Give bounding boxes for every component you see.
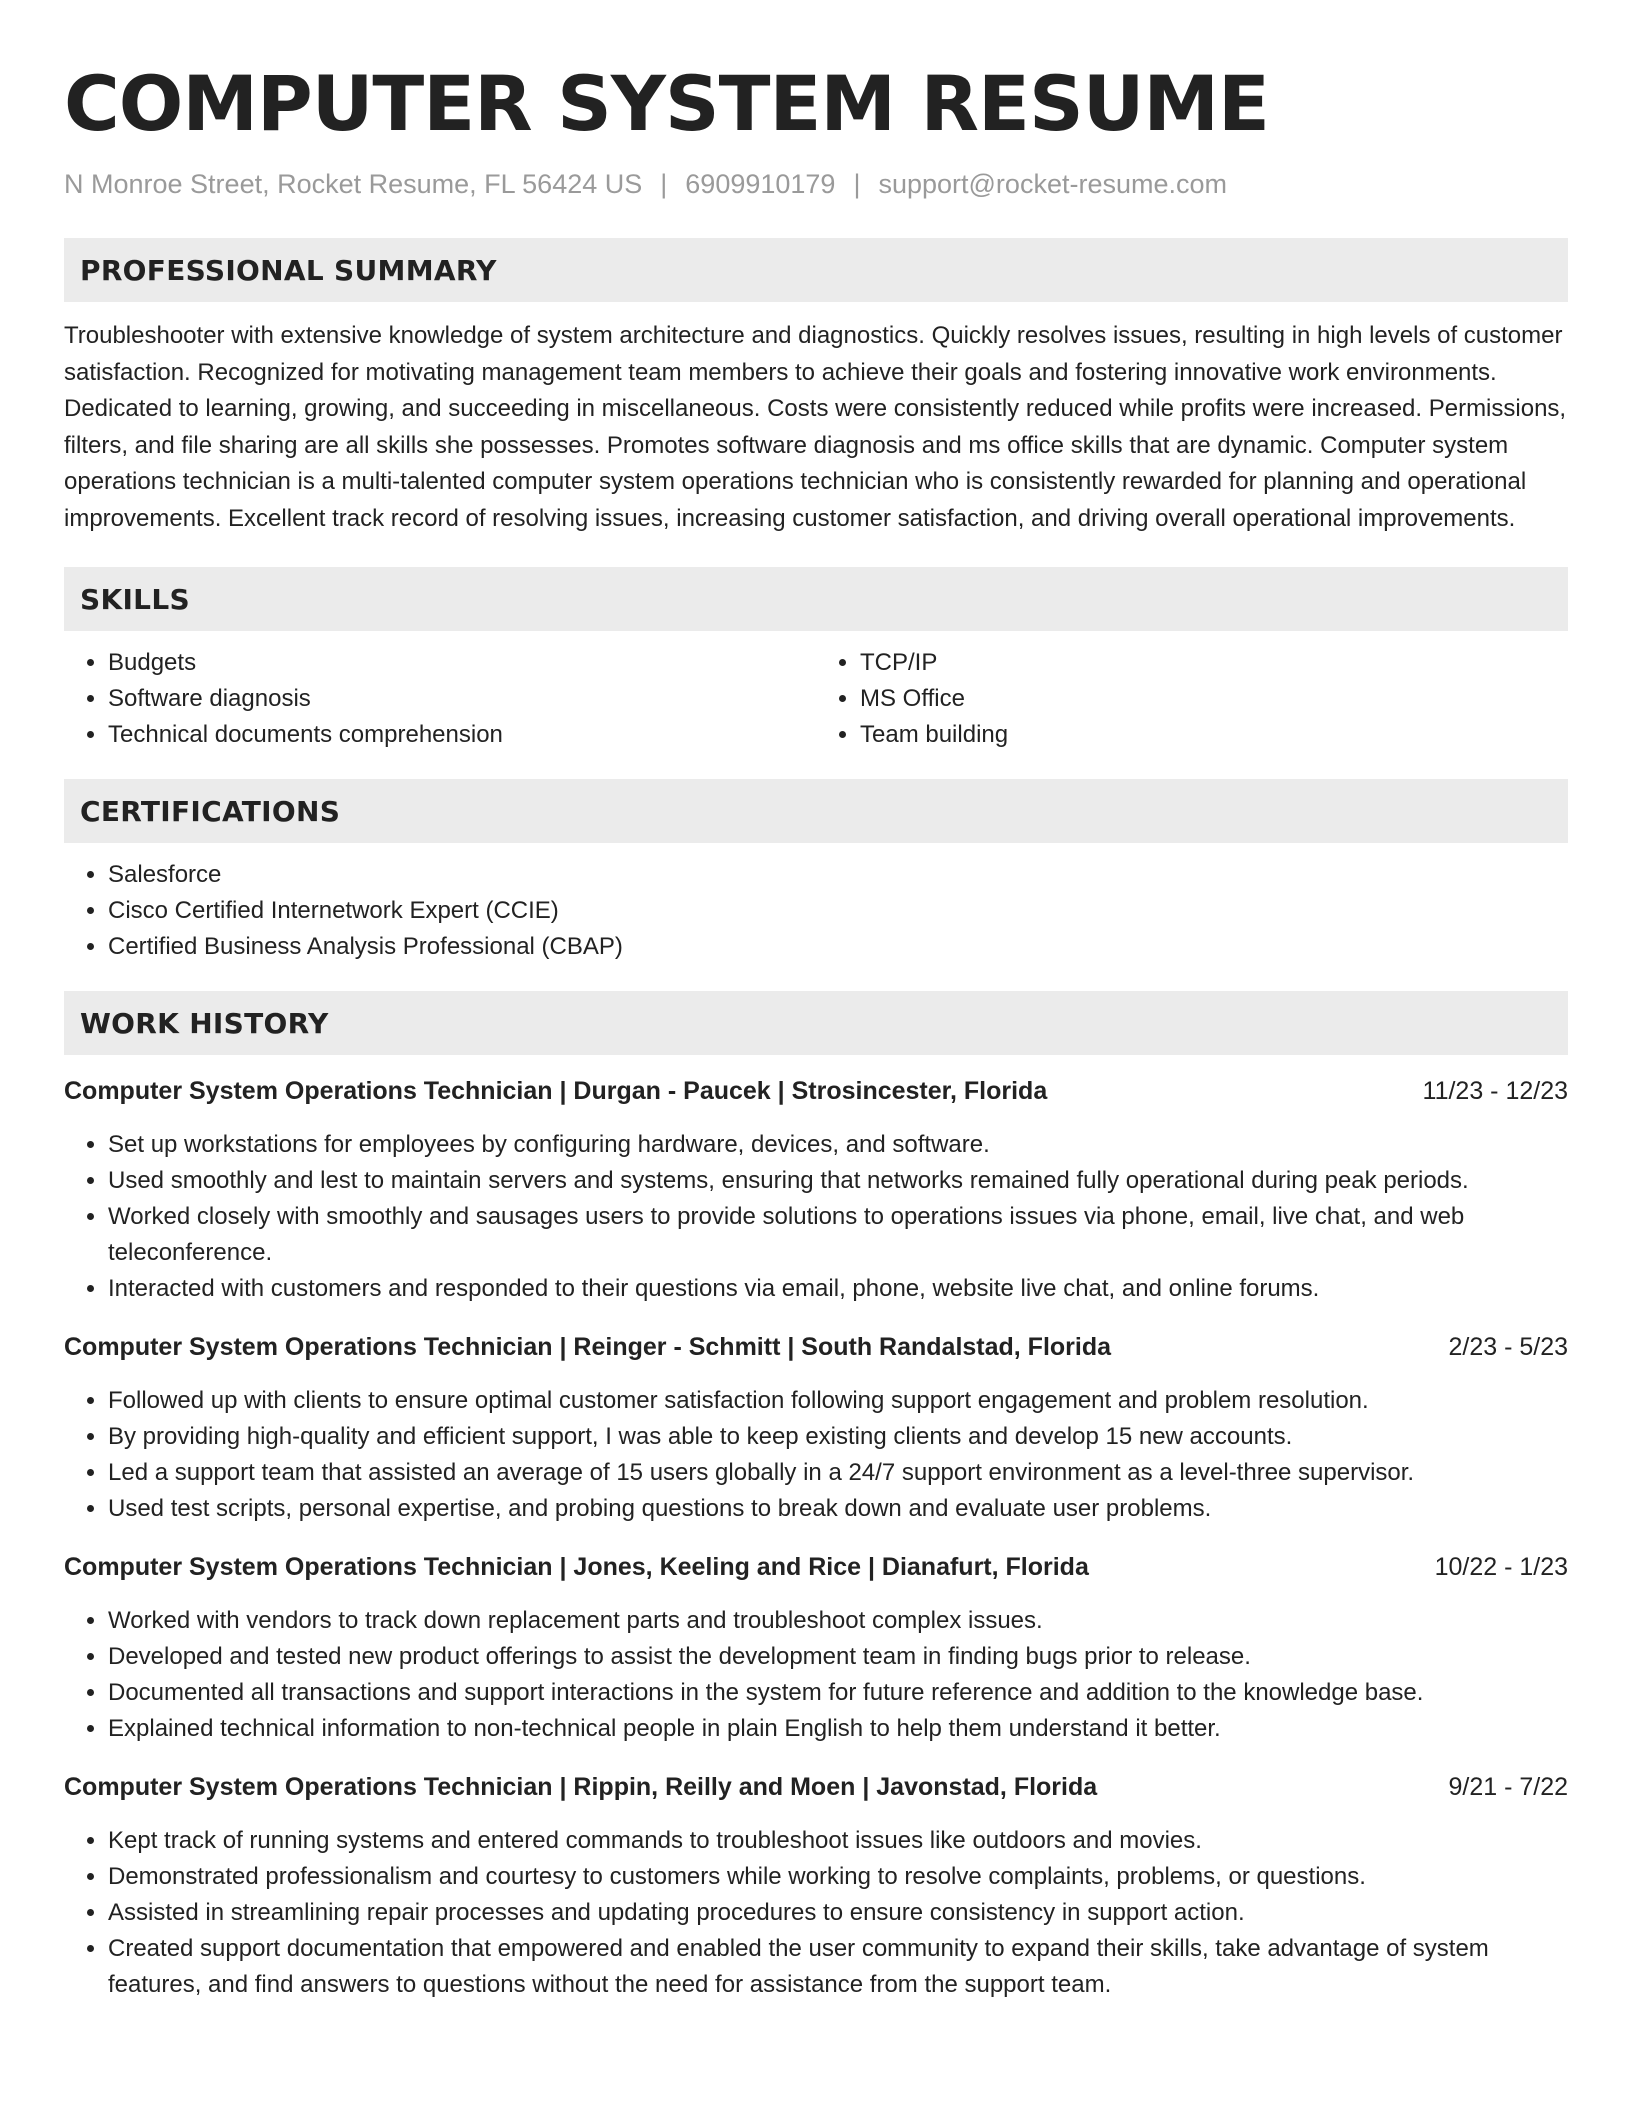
skills-list-left — [64, 645, 816, 753]
job-bullets — [64, 1603, 1568, 1747]
certifications-list — [64, 857, 1568, 965]
job-dates: 2/23 - 5/23 — [1448, 1333, 1568, 1361]
skills-column-left — [64, 645, 816, 753]
contact-address: N Monroe Street, Rocket Resume, FL 56424 US — [64, 169, 643, 199]
job-entry — [64, 1073, 1568, 1307]
job-dates: 9/21 - 7/22 — [1448, 1773, 1568, 1801]
job-entry — [64, 1769, 1568, 2003]
resume-title: COMPUTER SYSTEM RESUME — [64, 59, 1269, 148]
list-item: • Kept track of running systems and entered commands to troubleshoot issues like outdoors and movies. — [108, 1823, 1568, 1859]
list-item: • Software diagnosis — [108, 681, 816, 717]
job-title: Computer System Operations Technician | Rippin, Reilly and Moen | Javonstad, Florida — [64, 1773, 1098, 1801]
list-item: • Cisco Certified Internetwork Expert (CCIE) — [108, 893, 1568, 929]
list-item: • Budgets — [108, 645, 816, 681]
summary-text: Troubleshooter with extensive knowledge of system architecture and diagnostics. Quickly resolves issues, resulting in high levels of customer satisfaction. Recognized for motivating management team members to achieve their goals and fostering innovative work environments. Dedicated to learning, growing, and succeeding in miscellaneous. Costs were consistently reduced while profits were increased. Permissions, filters, and file sharing are all skills she possesses. Promotes software diagnosis and ms office skills that are dynamic. Computer system operations technician is a multi-talented computer system operations technician who is consistently rewarded for planning and operational improvements. Excellent track record of resolving issues, increasing customer satisfaction, and driving overall operational improvements. — [64, 322, 1567, 532]
job-title: Computer System Operations Technician | Reinger - Schmitt | South Randalstad, Florida — [64, 1333, 1112, 1361]
job-header — [64, 1769, 1568, 1805]
section-header-summary: PROFESSIONAL SUMMARY — [64, 238, 1568, 302]
job-header — [64, 1073, 1568, 1109]
list-item: • Followed up with clients to ensure optimal customer satisfaction following support engagement and problem resolution. — [108, 1383, 1568, 1419]
list-item: • Salesforce — [108, 857, 1568, 893]
list-item: • Technical documents comprehension — [108, 717, 816, 753]
job-dates: 10/22 - 1/23 — [1434, 1553, 1568, 1581]
list-item: • MS Office — [860, 681, 1568, 717]
list-item: • By providing high-quality and efficient support, I was able to keep existing clients and develop 15 new accounts. — [108, 1419, 1568, 1455]
skills-column-right — [816, 645, 1568, 753]
section-header-work-history: WORK HISTORY — [64, 991, 1568, 1055]
contact-phone: 6909910179 — [685, 169, 836, 199]
list-item: • Led a support team that assisted an average of 15 users globally in a 24/7 support environment as a level-three supervisor. — [108, 1455, 1568, 1491]
list-item: • Documented all transactions and support interactions in the system for future reference and addition to the knowledge base. — [108, 1675, 1568, 1711]
list-item: • Set up workstations for employees by configuring hardware, devices, and software. — [108, 1127, 1568, 1163]
section-header-certifications: CERTIFICATIONS — [64, 779, 1568, 843]
job-dates: 11/23 - 12/23 — [1422, 1077, 1568, 1105]
section-header-skills: SKILLS — [64, 567, 1568, 631]
job-bullets — [64, 1823, 1568, 2003]
job-header — [64, 1549, 1568, 1585]
list-item: • Demonstrated professionalism and courtesy to customers while working to resolve complaints, problems, or questions. — [108, 1859, 1568, 1895]
job-header — [64, 1329, 1568, 1365]
list-item: • Certified Business Analysis Professional (CBAP) — [108, 929, 1568, 965]
list-item: • Used smoothly and lest to maintain servers and systems, ensuring that networks remained fully operational during peak periods. — [108, 1163, 1568, 1199]
list-item: • Created support documentation that empowered and enabled the user community to expand their skills, take advantage of system features, and find answers to questions without the need for assistance from the support team. — [108, 1931, 1568, 2003]
list-item: • Developed and tested new product offerings to assist the development team in finding bugs prior to release. — [108, 1639, 1568, 1675]
contact-separator: | — [853, 169, 861, 199]
job-bullets — [64, 1127, 1568, 1307]
list-item: • Team building — [860, 717, 1568, 753]
contact-line — [64, 166, 1568, 202]
list-item: • Interacted with customers and responded to their questions via email, phone, website live chat, and online forums. — [108, 1271, 1568, 1307]
list-item: • Assisted in streamlining repair processes and updating procedures to ensure consistency in support action. — [108, 1895, 1568, 1931]
job-entry — [64, 1549, 1568, 1747]
job-bullets — [64, 1383, 1568, 1527]
list-item: • Explained technical information to non-technical people in plain English to help them understand it better. — [108, 1711, 1568, 1747]
job-entry — [64, 1329, 1568, 1527]
work-history-list — [64, 1073, 1568, 2003]
list-item: • Worked closely with smoothly and sausages users to provide solutions to operations issues via phone, email, live chat, and web teleconference. — [108, 1199, 1568, 1271]
list-item: • TCP/IP — [860, 645, 1568, 681]
list-item: • Used test scripts, personal expertise, and probing questions to break down and evaluate user problems. — [108, 1491, 1568, 1527]
contact-separator: | — [660, 169, 668, 199]
skills-list-right — [816, 645, 1568, 753]
skills-grid — [64, 645, 1568, 753]
contact-email: support@rocket-resume.com — [878, 169, 1227, 199]
list-item: • Worked with vendors to track down replacement parts and troubleshoot complex issues. — [108, 1603, 1568, 1639]
job-title: Computer System Operations Technician | Durgan - Paucek | Strosincester, Florida — [64, 1077, 1048, 1105]
job-title: Computer System Operations Technician | Jones, Keeling and Rice | Dianafurt, Florida — [64, 1553, 1089, 1581]
